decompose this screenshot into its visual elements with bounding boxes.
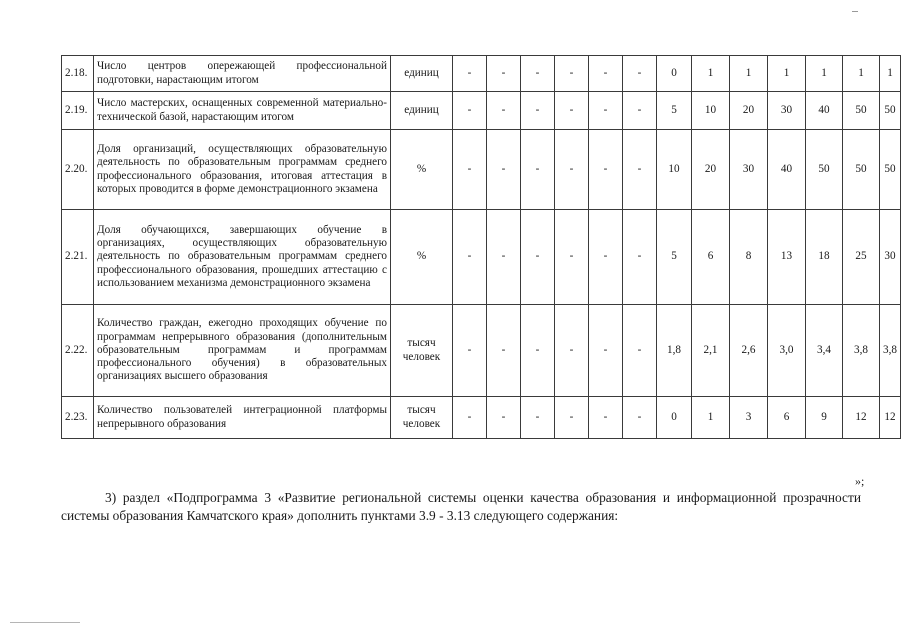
value-cell: 1: [730, 56, 768, 92]
table-row: [62, 56, 901, 92]
value-cell: -: [589, 130, 623, 210]
value-cell: -: [555, 305, 589, 397]
value-cell: 2,1: [692, 305, 730, 397]
value-cell: 40: [768, 130, 806, 210]
amendment-paragraph-text: 3) раздел «Подпрограмма 3 «Развитие региональной системы оценки качества образования и информационной прозрачности системы образования Камчатского края» дополнить пунктами 3.9 - 3.13 следующего содержания:: [61, 490, 861, 523]
row-number: 2.22.: [62, 305, 94, 397]
value-cell: 2,6: [730, 305, 768, 397]
unit-cell: %: [391, 130, 453, 210]
indicator-name: Доля обучающихся, завершающих обучение в организациях, осуществляющих образовательную деятельность по образовательным программам среднего профессионального образования, прошедших аттестацию с использованием механизма демонстрационного экзамена: [94, 210, 391, 305]
value-cell: -: [589, 56, 623, 92]
value-cell: -: [487, 56, 521, 92]
value-cell: 9: [806, 397, 843, 439]
unit-cell: единиц: [391, 56, 453, 92]
indicators-table: [61, 55, 901, 439]
value-cell: 20: [730, 92, 768, 130]
value-cell: 12: [880, 397, 901, 439]
value-cell: 6: [768, 397, 806, 439]
indicator-name: Количество граждан, ежегодно проходящих обучение по программам непрерывного образования (дополнительным образовательным программам и программам профессионального обучения) в образовательных организациях высшего образования: [94, 305, 391, 397]
value-cell: 5: [657, 92, 692, 130]
scan-mark: [852, 11, 858, 12]
value-cell: -: [555, 397, 589, 439]
value-cell: 1: [692, 56, 730, 92]
value-cell: 30: [880, 210, 901, 305]
value-cell: -: [453, 92, 487, 130]
value-cell: 18: [806, 210, 843, 305]
value-cell: 13: [768, 210, 806, 305]
value-cell: -: [555, 130, 589, 210]
value-cell: -: [453, 210, 487, 305]
row-number: 2.20.: [62, 130, 94, 210]
value-cell: 30: [730, 130, 768, 210]
scan-mark-bottom: [10, 622, 80, 623]
value-cell: -: [521, 56, 555, 92]
value-cell: 1: [806, 56, 843, 92]
row-number: 2.19.: [62, 92, 94, 130]
value-cell: 3: [730, 397, 768, 439]
value-cell: -: [521, 130, 555, 210]
value-cell: -: [521, 397, 555, 439]
indicator-name: Число центров опережающей профессиональной подготовки, нарастающим итогом: [94, 56, 391, 92]
value-cell: -: [453, 397, 487, 439]
value-cell: -: [487, 305, 521, 397]
value-cell: 0: [657, 397, 692, 439]
value-cell: 50: [843, 130, 880, 210]
value-cell: 1: [880, 56, 901, 92]
value-cell: -: [623, 397, 657, 439]
value-cell: 50: [880, 92, 901, 130]
value-cell: 10: [692, 92, 730, 130]
value-cell: -: [487, 397, 521, 439]
indicator-name: Количество пользователей интеграционной платформы непрерывного образования: [94, 397, 391, 439]
value-cell: 50: [843, 92, 880, 130]
value-cell: 8: [730, 210, 768, 305]
value-cell: -: [453, 56, 487, 92]
value-cell: -: [521, 210, 555, 305]
row-number: 2.21.: [62, 210, 94, 305]
value-cell: 30: [768, 92, 806, 130]
value-cell: -: [623, 305, 657, 397]
value-cell: -: [453, 130, 487, 210]
value-cell: -: [589, 210, 623, 305]
value-cell: -: [487, 130, 521, 210]
closing-quote-mark: »;: [855, 474, 865, 488]
value-cell: 12: [843, 397, 880, 439]
value-cell: -: [453, 305, 487, 397]
value-cell: 5: [657, 210, 692, 305]
table-row: [62, 305, 901, 397]
value-cell: -: [521, 92, 555, 130]
value-cell: -: [555, 92, 589, 130]
value-cell: -: [521, 305, 555, 397]
value-cell: -: [487, 92, 521, 130]
value-cell: 3,4: [806, 305, 843, 397]
value-cell: -: [555, 56, 589, 92]
value-cell: -: [589, 397, 623, 439]
indicator-name: Доля организаций, осуществляющих образовательную деятельность по образовательным программам среднего профессионального образования, итоговая аттестация в которых проводится в форме демонстрационного экзамена: [94, 130, 391, 210]
value-cell: 6: [692, 210, 730, 305]
value-cell: 1: [768, 56, 806, 92]
unit-cell: единиц: [391, 92, 453, 130]
value-cell: 40: [806, 92, 843, 130]
value-cell: 20: [692, 130, 730, 210]
unit-cell: %: [391, 210, 453, 305]
value-cell: -: [589, 305, 623, 397]
value-cell: 3,8: [843, 305, 880, 397]
value-cell: 3,8: [880, 305, 901, 397]
value-cell: 1: [843, 56, 880, 92]
table-row: [62, 397, 901, 439]
value-cell: 0: [657, 56, 692, 92]
table-row: [62, 92, 901, 130]
value-cell: -: [589, 92, 623, 130]
value-cell: 1: [692, 397, 730, 439]
value-cell: 50: [880, 130, 901, 210]
unit-cell: тысяч человек: [391, 397, 453, 439]
value-cell: -: [623, 130, 657, 210]
value-cell: 10: [657, 130, 692, 210]
value-cell: -: [623, 210, 657, 305]
value-cell: 50: [806, 130, 843, 210]
value-cell: -: [555, 210, 589, 305]
value-cell: 25: [843, 210, 880, 305]
amendment-paragraph: [61, 489, 861, 525]
value-cell: -: [487, 210, 521, 305]
value-cell: 1,8: [657, 305, 692, 397]
table-row: [62, 210, 901, 305]
unit-cell: тысяч человек: [391, 305, 453, 397]
value-cell: -: [623, 56, 657, 92]
table-row: [62, 130, 901, 210]
row-number: 2.18.: [62, 56, 94, 92]
value-cell: 3,0: [768, 305, 806, 397]
value-cell: -: [623, 92, 657, 130]
indicator-name: Число мастерских, оснащенных современной материально-технической базой, нарастающим итогом: [94, 92, 391, 130]
row-number: 2.23.: [62, 397, 94, 439]
